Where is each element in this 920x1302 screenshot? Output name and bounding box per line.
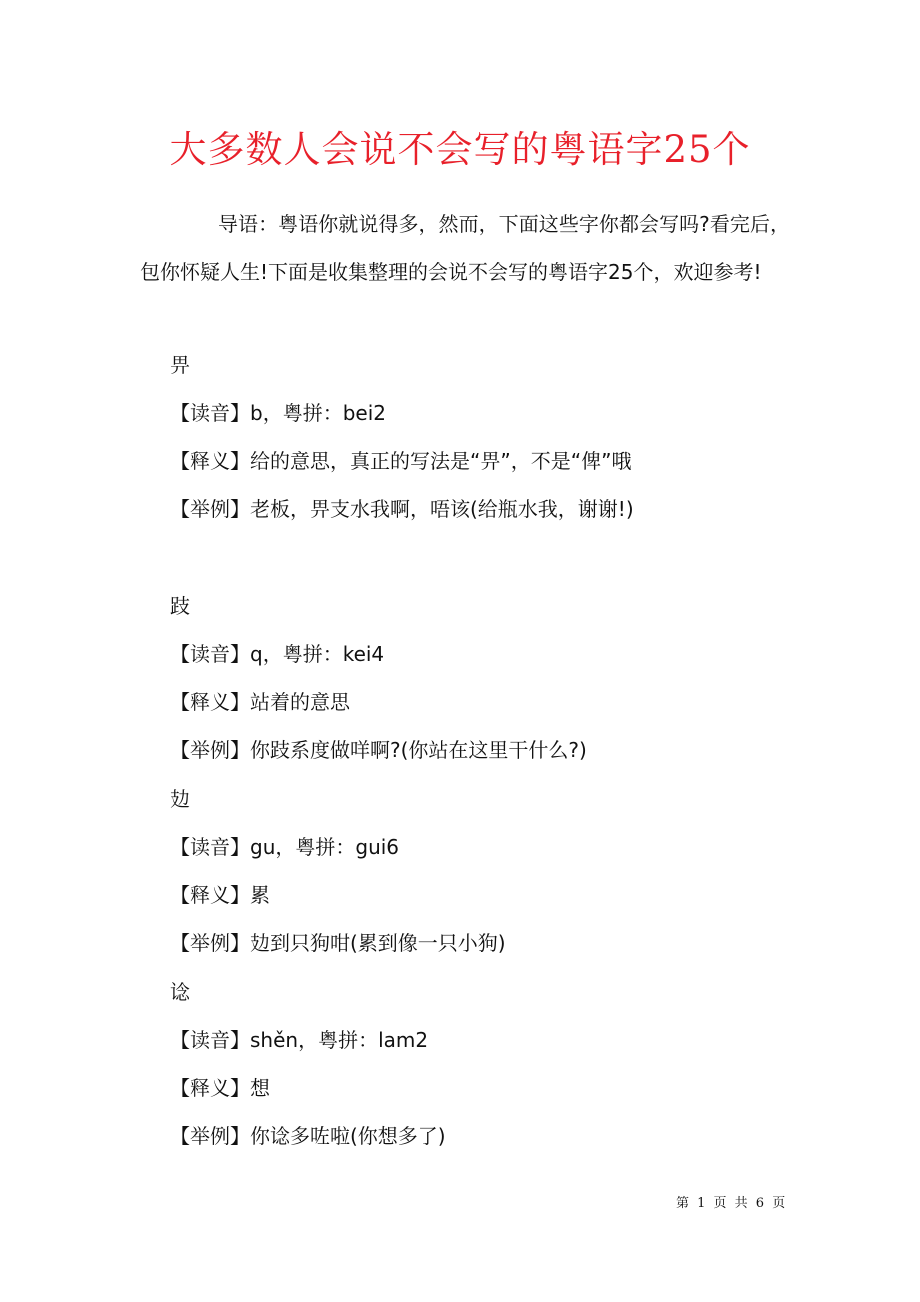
entry-example: 【举例】攰到只狗咁(累到像一只小狗) [170, 931, 506, 955]
entry-meaning: 【释义】想 [170, 1076, 270, 1100]
entry-example: 【举例】老板，畀支水我啊，唔该(给瓶水我，谢谢!) [170, 497, 634, 521]
entry-char: 畀 [170, 353, 190, 377]
entry-char: 跂 [170, 594, 190, 618]
document-title: 大多数人会说不会写的粤语字25个 [169, 128, 751, 171]
entry-example: 【举例】你跂系度做咩啊?(你站在这里干什么?) [170, 738, 587, 762]
entry-reading: 【读音】gu，粤拼：gui6 [170, 835, 400, 859]
entry-example: 【举例】你谂多咗啦(你想多了) [170, 1124, 446, 1148]
entry-meaning: 【释义】累 [170, 883, 270, 907]
page-number: 第 1 页 共 6 页 [676, 1196, 788, 1211]
entry-reading: 【读音】shěn，粤拼：lam2 [170, 1028, 429, 1052]
entry-reading: 【读音】q，粤拼：kei4 [170, 642, 385, 666]
entry-char: 攰 [170, 787, 190, 811]
entry-meaning: 【释义】给的意思，真正的写法是“畀”，不是“俾”哦 [170, 449, 632, 473]
entry-reading: 【读音】b，粤拼：bei2 [170, 401, 386, 425]
entry-meaning: 【释义】站着的意思 [170, 690, 350, 714]
entry-char: 谂 [170, 980, 190, 1004]
intro-paragraph: 导语：粤语你就说得多，然而，下面这些字你都会写吗?看完后，包你怀疑人生!下面是收集整理的会说不会写的粤语字25个，欢迎参考! [140, 212, 790, 284]
